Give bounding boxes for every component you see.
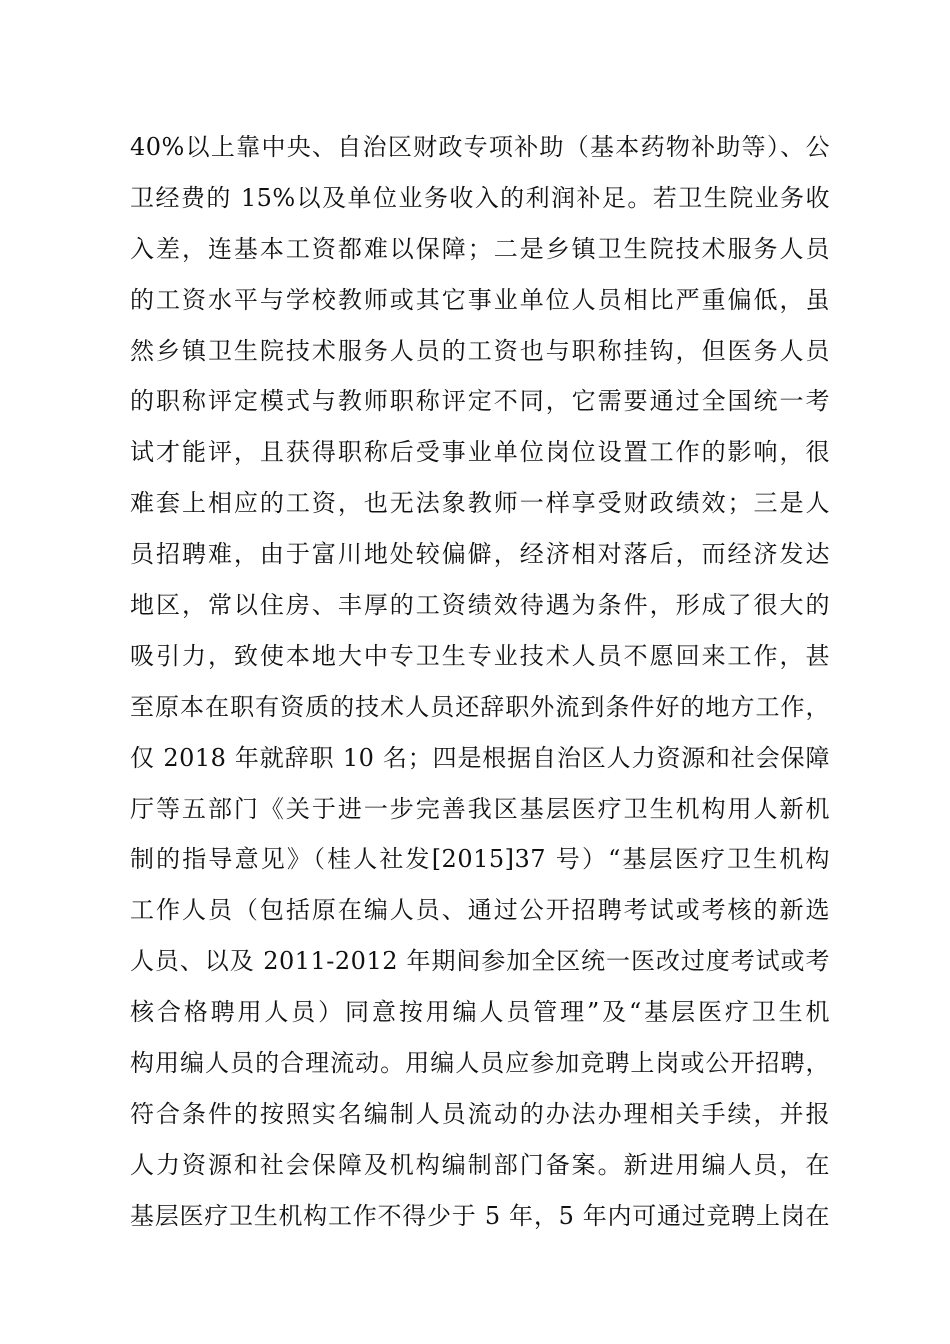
text-line: 然乡镇卫生院技术服务人员的工资也与职称挂钩，但医务人员 (130, 336, 830, 365)
text-line: 40%以上靠中央、自治区财政专项补助（基本药物补助等）、公 (130, 133, 830, 161)
text-line: 地区，常以住房、丰厚的工资绩效待遇为条件，形成了很大的 (130, 591, 830, 620)
text-line: 人员、以及 2011-2012 年期间参加全区统一医改过度考试或考 (130, 947, 830, 976)
text-line: 员招聘难，由于富川地处较偏僻，经济相对落后，而经济发达 (130, 540, 830, 569)
text-line: 构用编人员的合理流动。用编人员应参加竞聘上岗或公开招聘， (130, 1049, 830, 1078)
text-line: 入差，连基本工资都难以保障；二是乡镇卫生院技术服务人员 (130, 234, 830, 263)
text-line: 试才能评，且获得职称后受事业单位岗位设置工作的影响，很 (130, 438, 830, 467)
text-line: 的职称评定模式与教师职称评定不同，它需要通过全国统一考 (130, 387, 830, 416)
text-line: 制的指导意见》（桂人社发[2015]37 号）“基层医疗卫生机构 (130, 845, 830, 874)
text-line: 厅等五部门《关于进一步完善我区基层医疗卫生机构用人新机 (130, 794, 830, 823)
text-line: 卫经费的 15%以及单位业务收入的利润补足。若卫生院业务收 (130, 183, 830, 212)
text-line: 人力资源和社会保障及机构编制部门备案。新进用编人员，在 (130, 1150, 830, 1179)
body-text (130, 122, 830, 1242)
text-line: 的工资水平与学校教师或其它事业单位人员相比严重偏低，虽 (130, 285, 830, 314)
text-line: 工作人员（包括原在编人员、通过公开招聘考试或考核的新选 (130, 896, 830, 925)
text-line: 吸引力，致使本地大中专卫生专业技术人员不愿回来工作，甚 (130, 641, 830, 670)
text-line: 至原本在职有资质的技术人员还辞职外流到条件好的地方工作， (130, 692, 830, 721)
text-line: 符合条件的按照实名编制人员流动的办法办理相关手续，并报 (130, 1099, 830, 1128)
text-line: 基层医疗卫生机构工作不得少于 5 年，5 年内可通过竞聘上岗在 (130, 1201, 830, 1230)
text-line: 仅 2018 年就辞职 10 名；四是根据自治区人力资源和社会保障 (130, 743, 830, 772)
text-line: 难套上相应的工资，也无法象教师一样享受财政绩效；三是人 (130, 489, 830, 518)
text-line: 核合格聘用人员）同意按用编人员管理”及“基层医疗卫生机 (130, 998, 830, 1027)
